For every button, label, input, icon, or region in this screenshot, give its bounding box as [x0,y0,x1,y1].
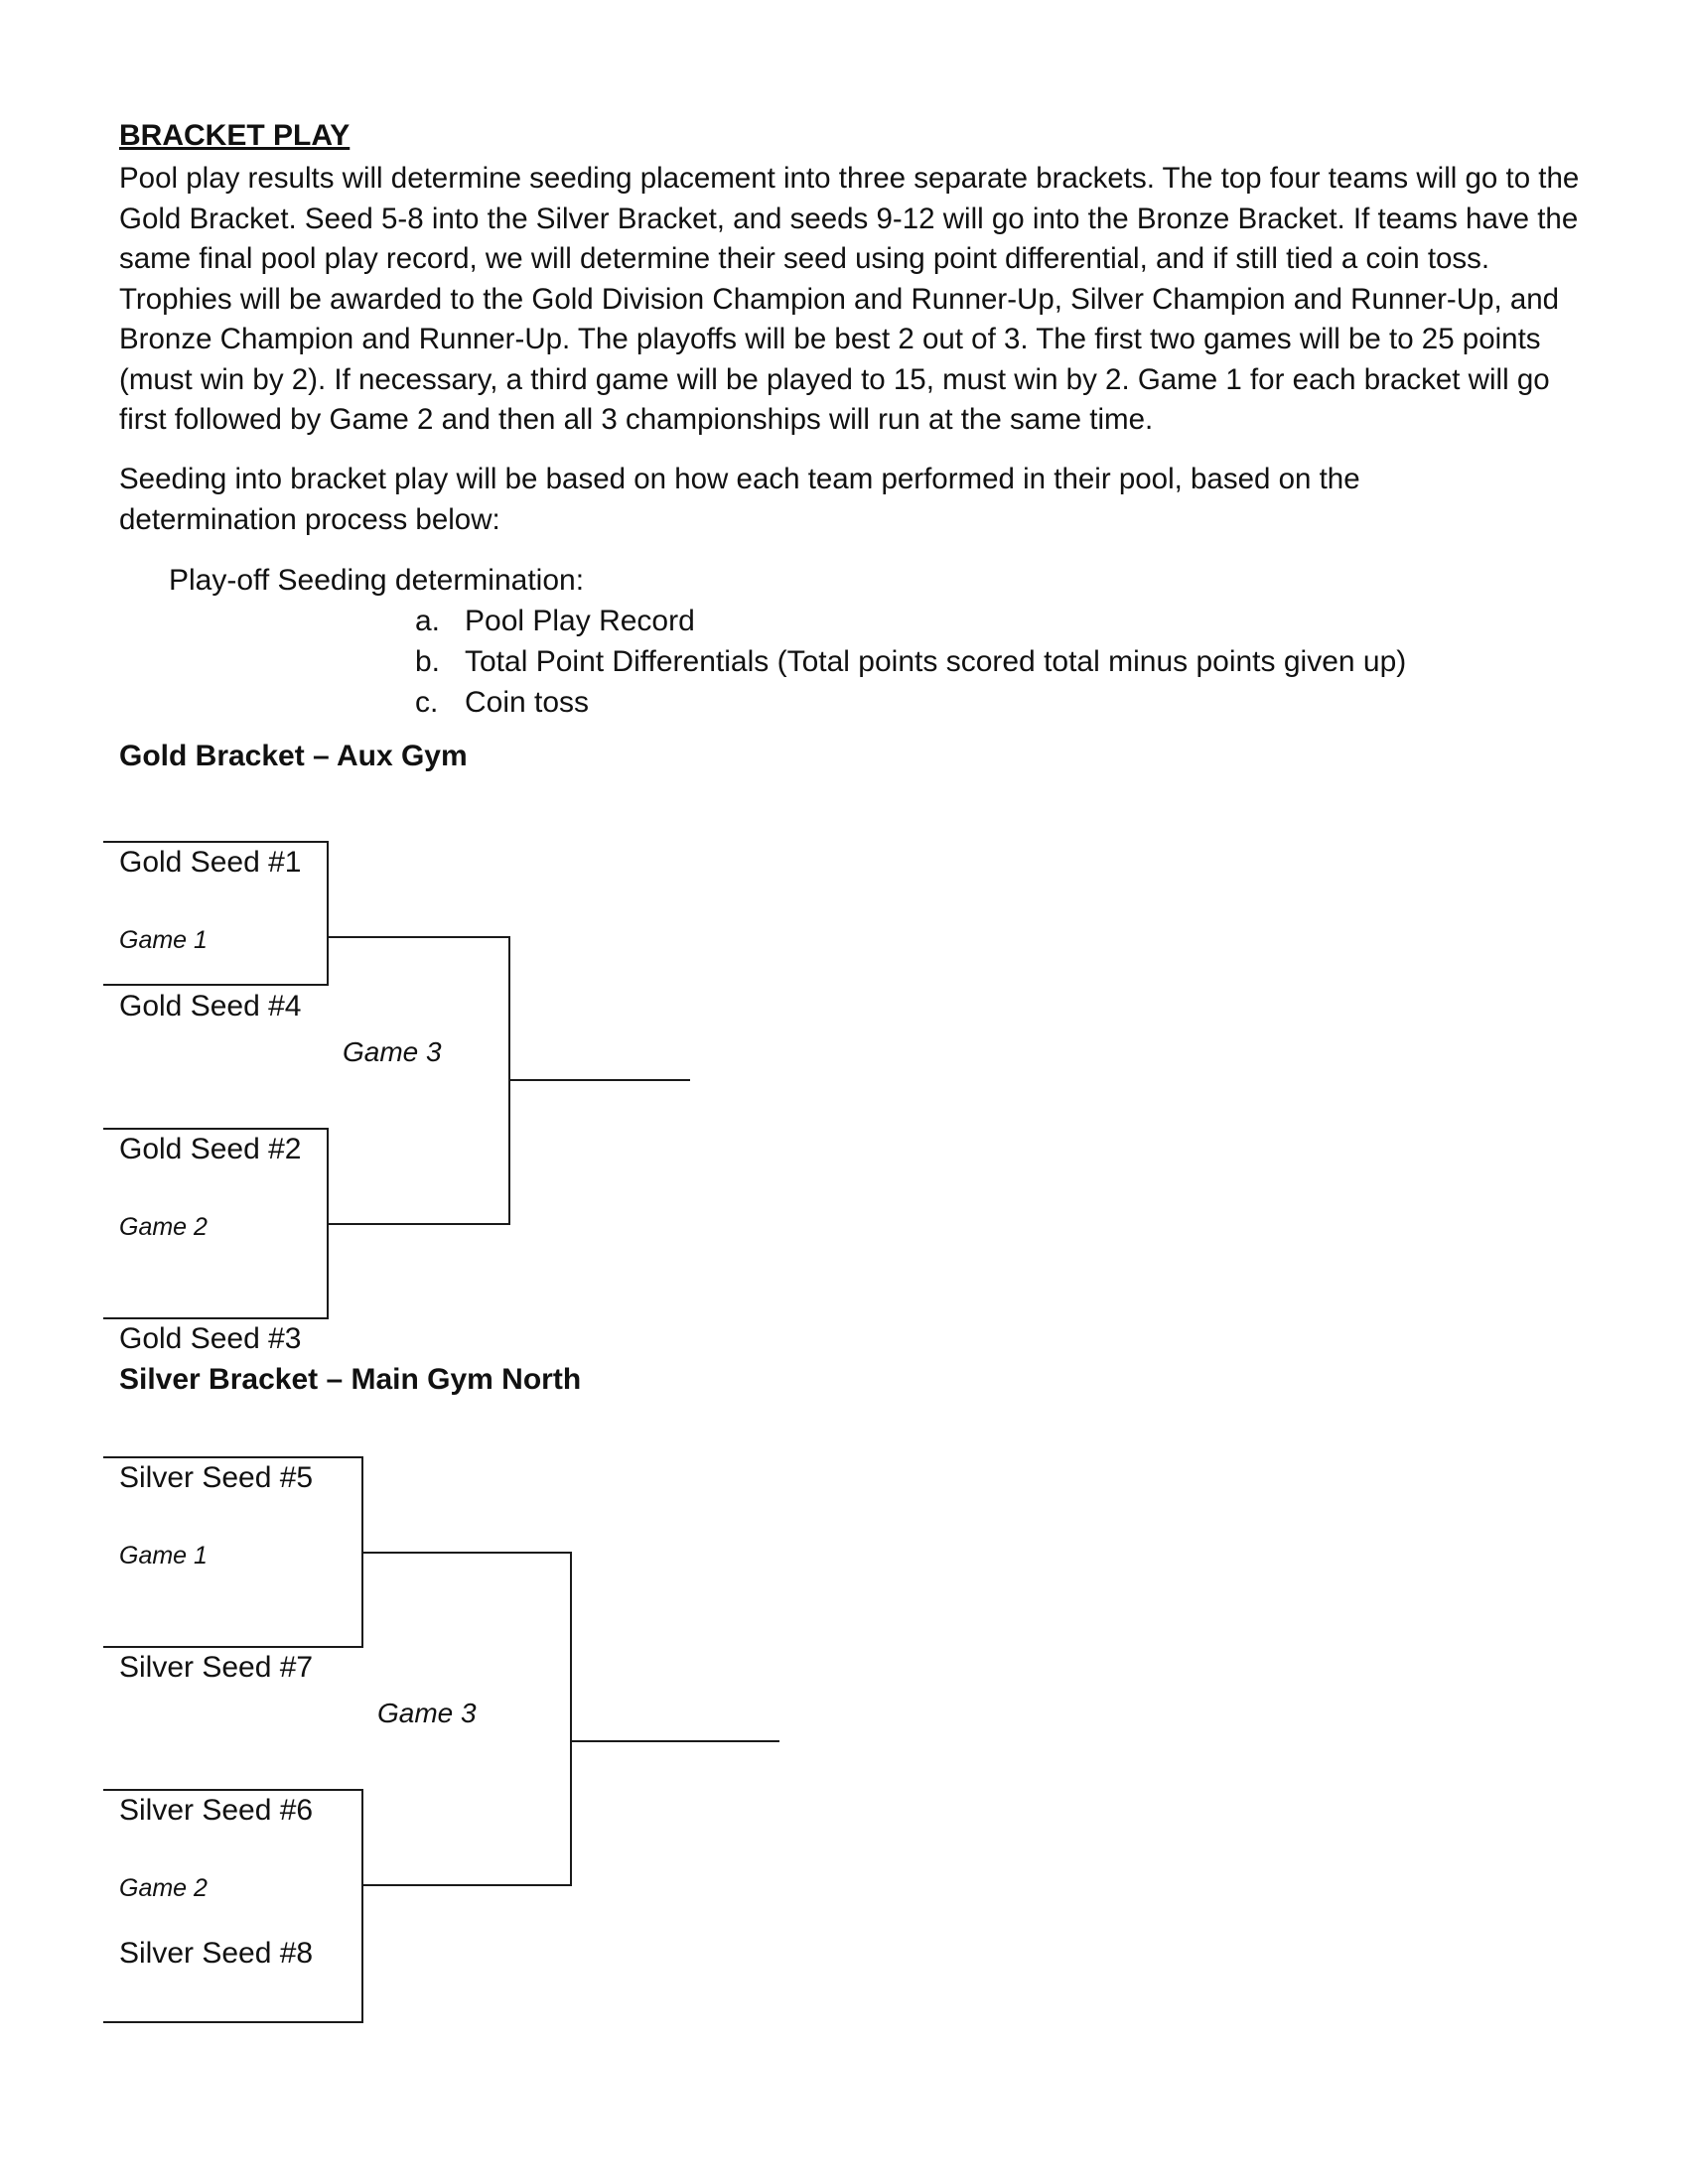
silver-bracket-line [103,2021,363,2023]
gold-seed-2: Gold Seed #2 [119,1133,302,1165]
silver-bracket-line [363,1884,572,1886]
silver-bracket-line [363,1552,572,1554]
list-marker-c: c. [415,686,439,719]
gold-game-3-label: Game 3 [343,1036,442,1067]
silver-seed-5: Silver Seed #5 [119,1461,314,1494]
gold-seed-4: Gold Seed #4 [119,990,302,1023]
silver-game-1-label: Game 1 [119,1542,208,1570]
gold-seed-1: Gold Seed #1 [119,846,302,879]
intro-paragraph-text: Pool play results will determine seeding placement into three separate brackets. The top four teams will go to the Gold Bracket. Seed 5-8 into the Silver Bracket, and seeds 9-12 will go into the Bronze Bracket. If teams have the same final pool play record, we will determine their seed using point differential, and if still tied a coin toss. Trophies will be awarded to the Gold Division Champion and Runner-Up, Silver Champion and Runner-Up, and Bronze Champion and Runner-Up. The playoffs will be best 2 out of 3. The first two games will be to 25 points (must win by 2). If necessary, a third game will be played to 15, must win by 2. Game 1 for each bracket will go first followed by Game 2 and then all 3 championships will run at the same time. [119,162,1580,436]
silver-bracket-line [572,1740,779,1742]
list-item-pool-play-record: Pool Play Record [465,605,695,637]
list-item-point-differentials: Total Point Differentials (Total points scored total minus points given up) [465,645,1407,678]
gold-game-2-label: Game 2 [119,1213,208,1241]
gold-bracket-line [103,1128,329,1130]
silver-seed-8: Silver Seed #8 [119,1937,314,1970]
list-marker-a: a. [415,605,441,637]
gold-bracket-line [103,841,329,843]
intro-paragraph [119,159,1599,441]
gold-bracket-title: Gold Bracket – Aux Gym [119,740,468,772]
gold-bracket-line [329,1223,510,1225]
seeding-paragraph-text: Seeding into bracket play will be based on how each team performed in their pool, based on the determination process below: [119,463,1360,536]
list-marker-b: b. [415,645,441,678]
silver-game-2-label: Game 2 [119,1874,208,1902]
silver-bracket-line [103,1456,363,1458]
silver-bracket-line [103,1789,363,1791]
silver-seed-7: Silver Seed #7 [119,1651,314,1684]
silver-bracket-line [103,1646,363,1648]
gold-bracket-line [329,936,510,938]
silver-bracket-title: Silver Bracket – Main Gym North [119,1363,582,1396]
section-title: BRACKET PLAY [119,119,351,152]
silver-seed-6: Silver Seed #6 [119,1794,314,1827]
silver-bracket-line [361,1789,363,2023]
silver-bracket-line [570,1552,572,1886]
gold-bracket-line [510,1079,690,1081]
gold-seed-3: Gold Seed #3 [119,1322,302,1355]
seeding-paragraph [119,460,1489,540]
seeding-determination-label: Play-off Seeding determination: [169,564,585,597]
gold-game-1-label: Game 1 [119,926,208,954]
gold-bracket-line [103,1317,329,1319]
gold-bracket-line [327,841,329,986]
gold-bracket-line [103,984,329,986]
list-item-coin-toss: Coin toss [465,686,590,719]
silver-game-3-label: Game 3 [377,1698,477,1728]
